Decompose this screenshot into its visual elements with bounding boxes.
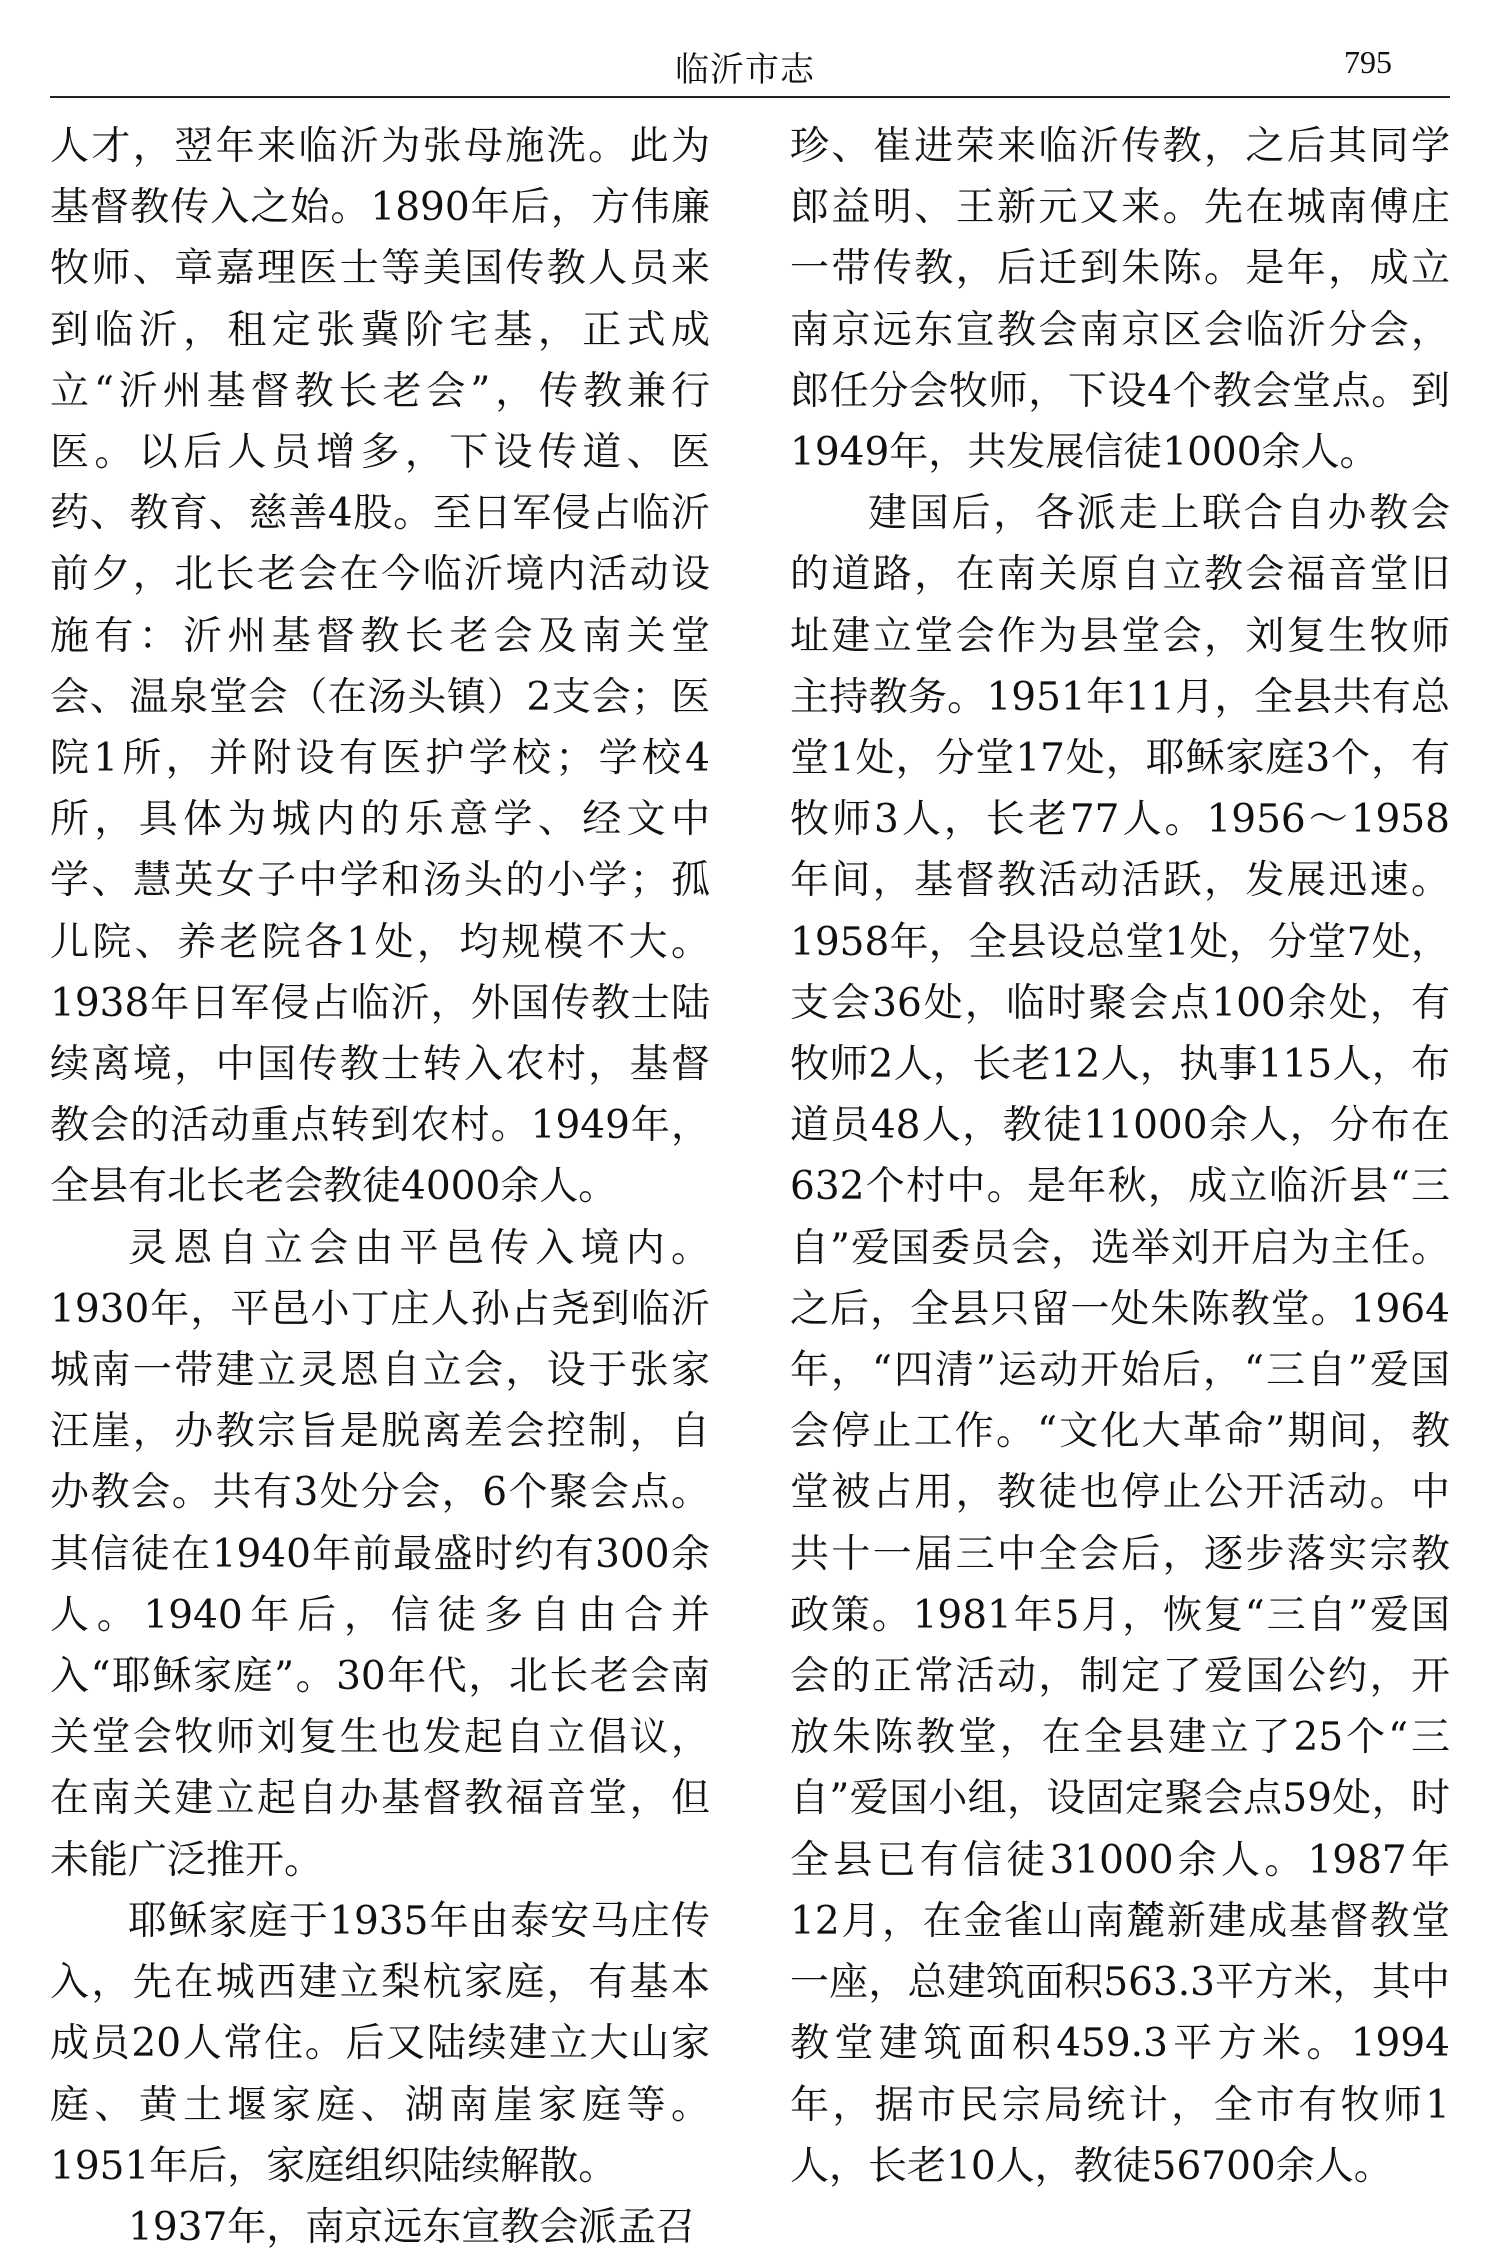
left-column	[50, 116, 710, 2258]
header-rule	[50, 96, 1450, 98]
paragraph: 珍、崔进荣来临沂传教，之后其同学郎益明、王新元又来。先在城南傅庄一带传教，后迁到朱陈。是年，成立南京远东宣教会南京区会临沂分会，郎任分会牧师，下设4个教会堂点。到1949年，共发展信徒1000余人。	[790, 124, 1450, 476]
paragraph: 人才，翌年来临沂为张母施洗。此为基督教传入之始。1890年后，方伟廉牧师、章嘉理医士等美国传教人员来到临沂，租定张冀阶宅基，正式成立“沂州基督教长老会”，传教兼行医。以后人员增多，下设传道、医药、教育、慈善4股。至日军侵占临沂前夕，北长老会在今临沂境内活动设施有：沂州基督教长老会及南关堂会、温泉堂会（在汤头镇）2支会；医院1所，并附设有医护学校；学校4所，具体为城内的乐意学、经文中学、慧英女子中学和汤头的小学；孤儿院、养老院各1处，均规模不大。1938年日军侵占临沂，外国传教士陆续离境，中国传教士转入农村，基督教会的活动重点转到农村。1949年，全县有北长老会教徒4000余人。	[50, 124, 710, 1210]
paragraph: 建国后，各派走上联合自办教会的道路，在南关原自立教会福音堂旧址建立堂会作为县堂会，刘复生牧师主持教务。1951年11月，全县共有总堂1处，分堂17处，耶稣家庭3个，有牧师3人，长老77人。1956～1958年间，基督教活动活跃，发展迅速。1958年，全县设总堂1处，分堂7处，支会36处，临时聚会点100余处，有牧师2人，长老12人，执事115人，布道员48人，教徒11000余人，分布在632个村中。是年秋，成立临沂县“三自”爱国委员会，选举刘开启为主任。之后，全县只留一处朱陈教堂。1964年，“四清”运动开始后，“三自”爱国会停止工作。“文化大革命”期间，教堂被占用，教徒也停止公开活动。中共十一届三中全会后，逐步落实宗教政策。1981年5月，恢复“三自”爱国会的正常活动，制定了爱国公约，开放朱陈教堂，在全县建立了25个“三自”爱国小组，设固定聚会点59处，时全县已有信徒31000余人。1987年12月，在金雀山南麓新建成基督教堂一座，总建筑面积563.3平方米，其中教堂建筑面积459.3平方米。1994年，据市民宗局统计，全市有牧师1人，长老10人，教徒56700余人。	[790, 491, 1450, 2189]
paragraph: 1937年，南京远东宣教会派孟召	[128, 2204, 696, 2250]
page-number: 795	[1344, 44, 1392, 80]
right-column	[790, 116, 1450, 2197]
paragraph: 耶稣家庭于1935年由泰安马庄传入，先在城西建立梨杭家庭，有基本成员20人常住。后又陆续建立大山家庭、黄土堰家庭、湖南崖家庭等。1951年后，家庭组织陆续解散。	[50, 1898, 710, 2189]
running-title: 临沂市志	[675, 50, 815, 90]
paragraph: 灵恩自立会由平邑传入境内。1930年，平邑小丁庄人孙占尧到临沂城南一带建立灵恩自立会，设于张家汪崖，办教宗旨是脱离差会控制，自办教会。共有3处分会，6个聚会点。其信徒在1940年前最盛时约有300余人。1940年后，信徒多自由合并入“耶稣家庭”。30年代，北长老会南关堂会牧师刘复生也发起自立倡议，在南关建立起自办基督教福音堂，但未能广泛推开。	[50, 1225, 710, 1883]
page-header	[50, 40, 1440, 92]
